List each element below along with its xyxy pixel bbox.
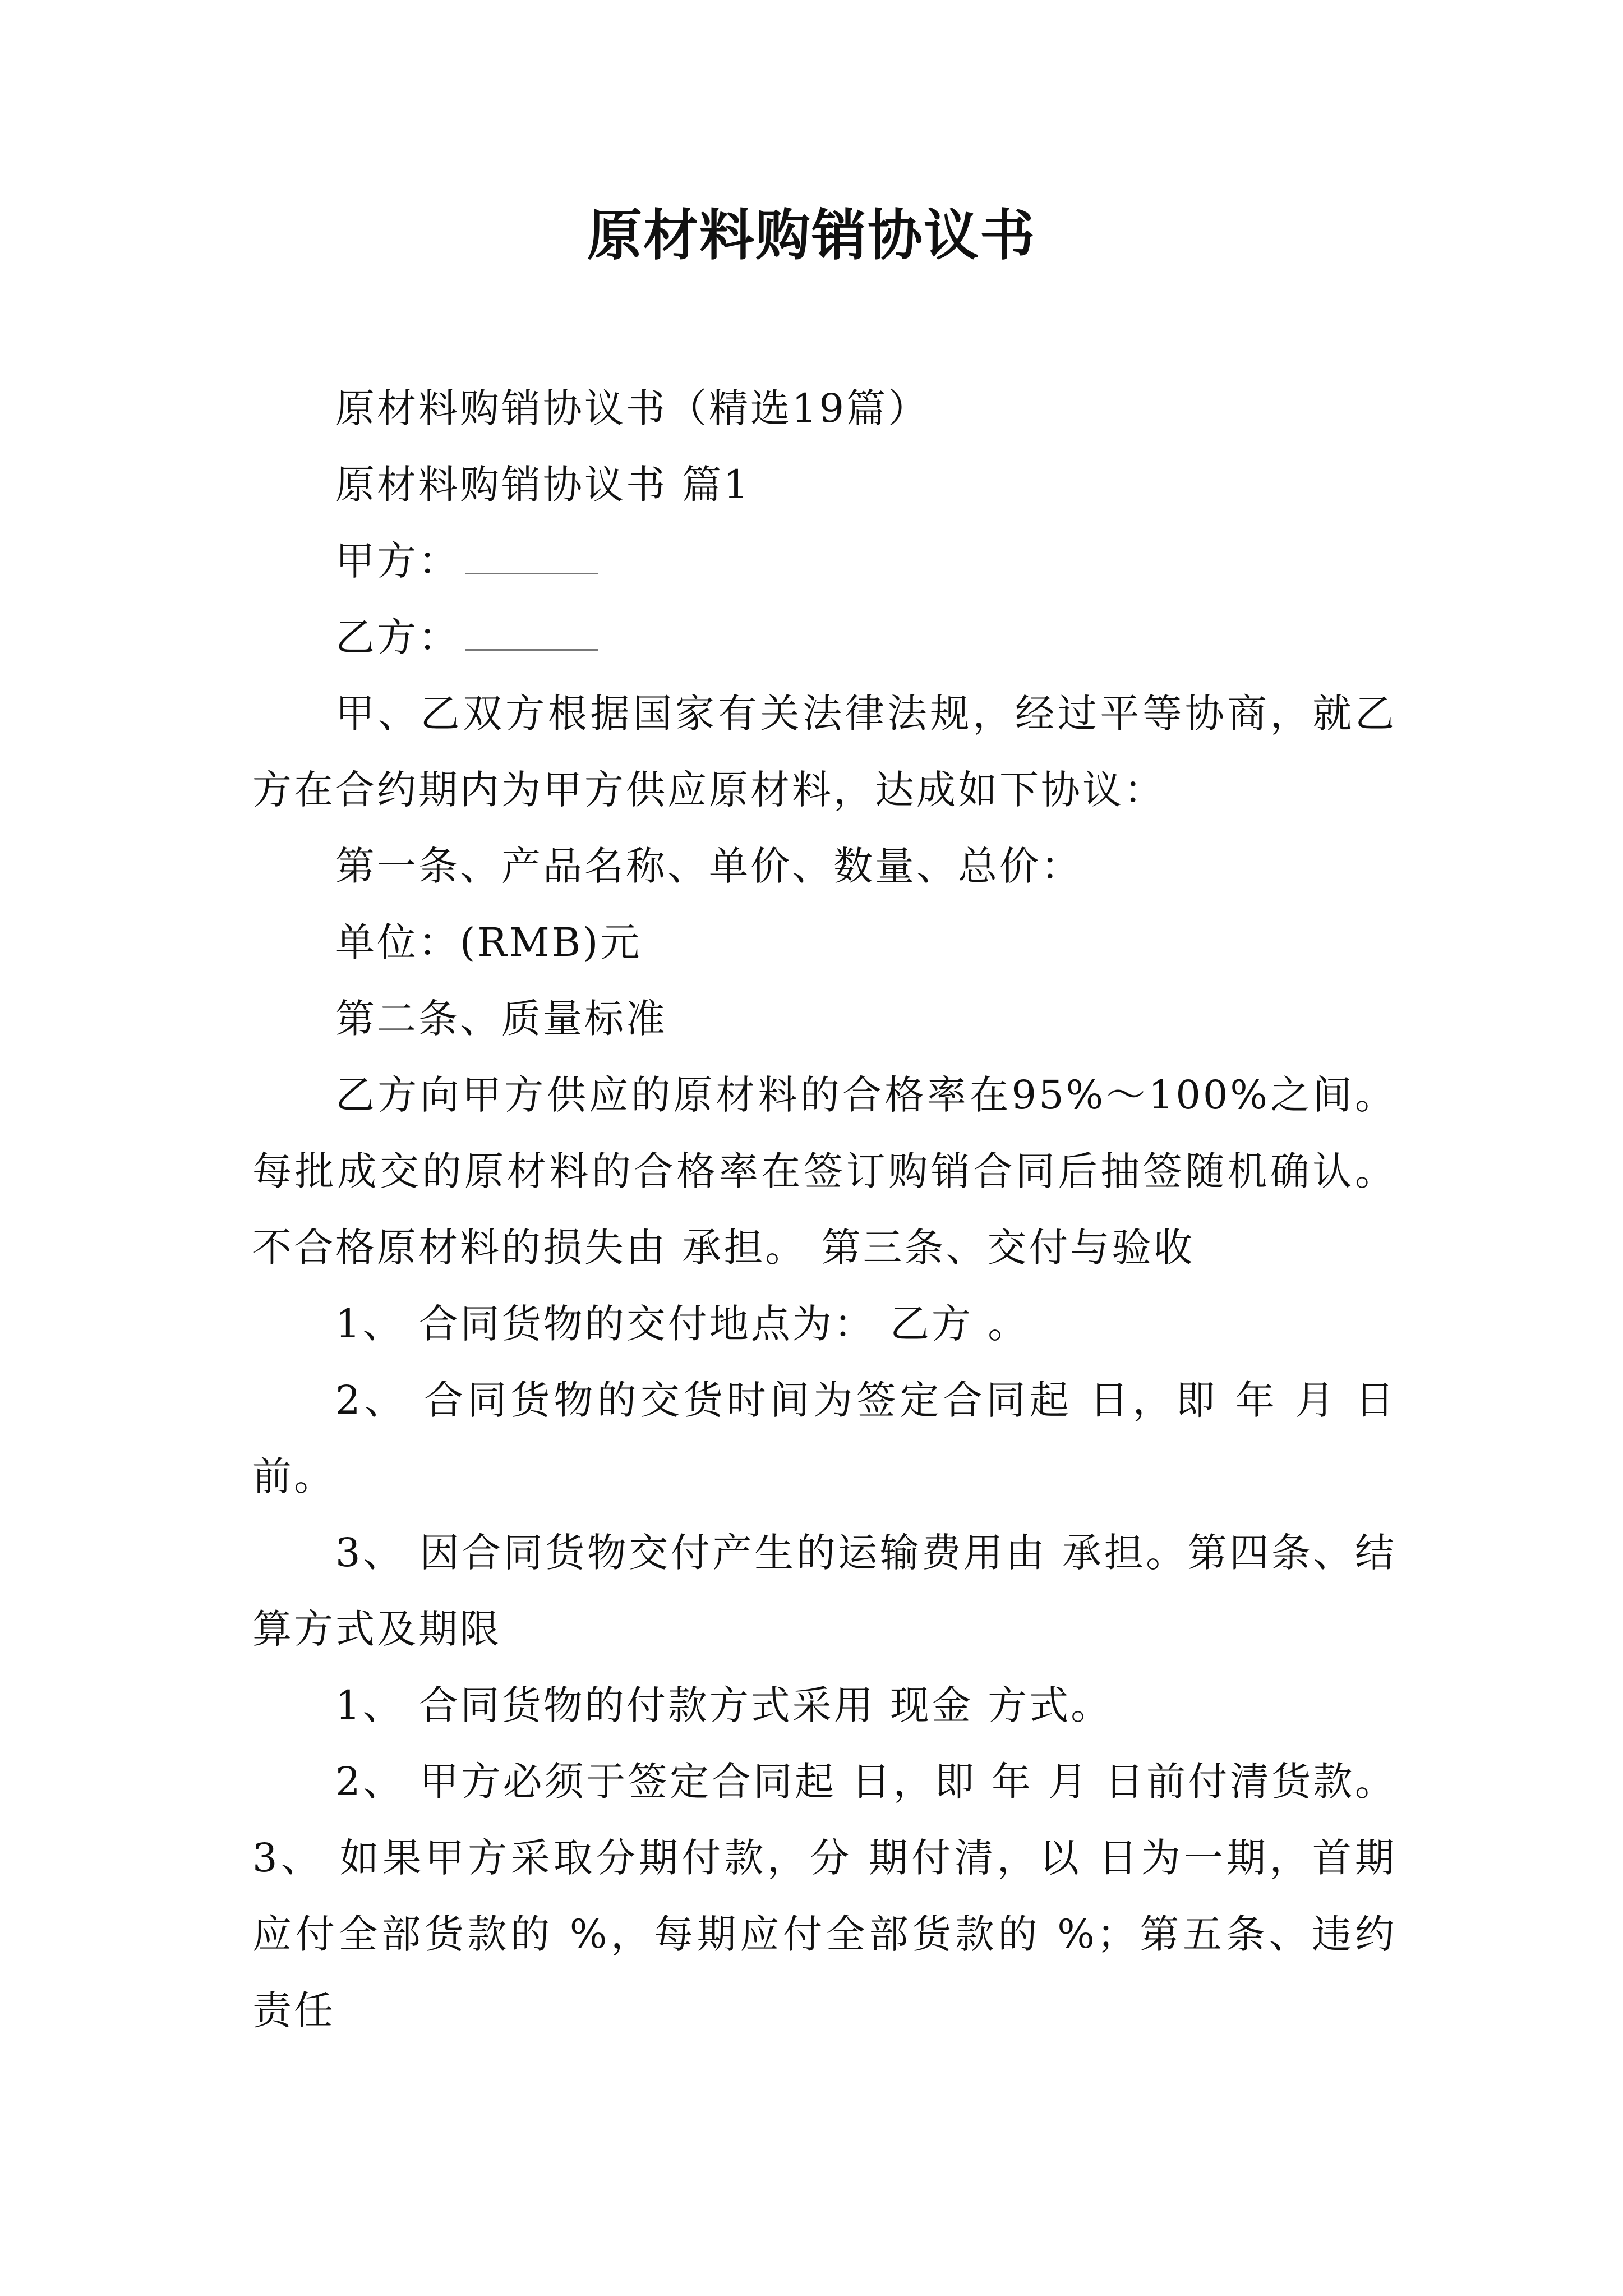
document-body [252, 370, 1396, 2049]
paragraph-text: 第二条、质量标准 [335, 996, 667, 1042]
paragraph-text: 2、 甲方必须于签定合同起 日，即 年 月 日前付清货款。 3、 如果甲方采取分期付款，分 期付清，以 日为一期，首期应付全部货款的 %，每期应付全部货款的 %；第五条、违约责任 [252, 1759, 1396, 2033]
paragraph-text: 1、 合同货物的付款方式采用 现金 方式。 [335, 1682, 1113, 1728]
paragraph [252, 1515, 1396, 1667]
paragraph-text: 原材料购销协议书（精选19篇） [335, 385, 930, 431]
paragraph-text: 单位：(RMB)元 [335, 919, 642, 965]
paragraph-text: 原材料购销协议书 篇1 [335, 462, 751, 508]
paragraph-text: 甲方： [335, 538, 460, 584]
paragraph-text: 3、 因合同货物交付产生的运输费用由 承担。第四条、结算方式及期限 [252, 1530, 1396, 1652]
paragraph [252, 1057, 1396, 1286]
paragraph [252, 370, 1396, 447]
paragraph [252, 904, 1396, 981]
paragraph-text: 第一条、产品名称、单价、数量、总价： [335, 843, 1082, 889]
paragraph [252, 523, 1396, 599]
paragraph [252, 675, 1396, 828]
fill-in-blank [465, 615, 598, 651]
paragraph [252, 599, 1396, 675]
paragraph [252, 828, 1396, 904]
paragraph-text: 甲、乙双方根据国家有关法律法规，经过平等协商，就乙方在合约期内为甲方供应原材料，达成如下协议： [252, 691, 1396, 813]
paragraph [252, 1362, 1396, 1515]
paragraph-text: 乙方向甲方供应的原材料的合格率在95%～100%之间。每批成交的原材料的合格率在签订购销合同后抽签随机确认。不合格原材料的损失由 承担。 第三条、交付与验收 [252, 1072, 1396, 1271]
paragraph-text: 2、 合同货物的交货时间为签定合同起 日，即 年 月 日前。 [252, 1377, 1396, 1499]
paragraph [252, 447, 1396, 523]
paragraph [252, 981, 1396, 1057]
paragraph-text: 乙方： [335, 614, 460, 660]
document-title: 原材料购销协议书 [587, 203, 1036, 268]
fill-in-blank [465, 539, 598, 574]
paragraph [252, 1743, 1396, 2049]
paragraph [252, 1286, 1396, 1362]
paragraph-text: 1、 合同货物的交付地点为： 乙方 。 [335, 1301, 1030, 1347]
paragraph [252, 1667, 1396, 1743]
